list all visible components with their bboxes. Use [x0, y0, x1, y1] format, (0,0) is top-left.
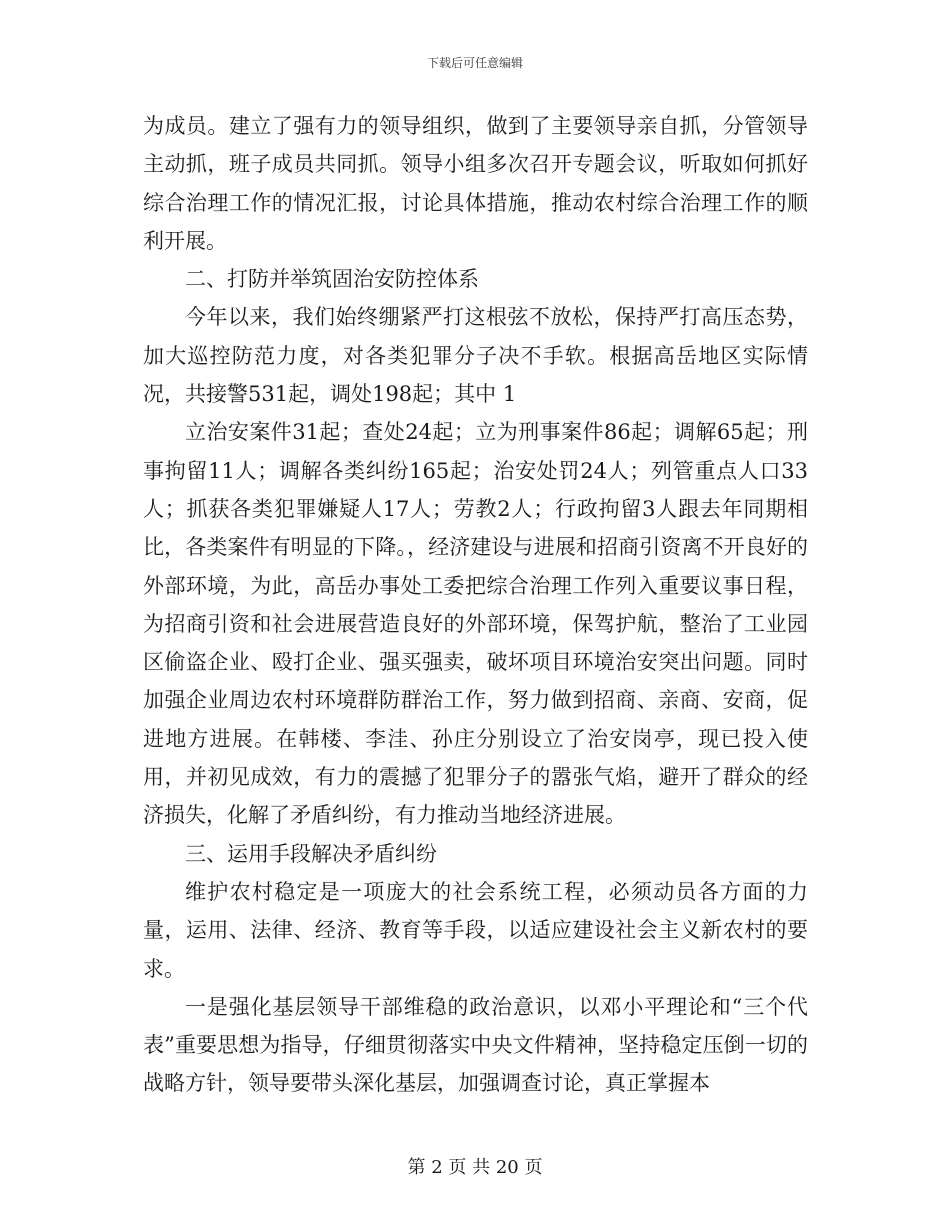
paragraph: 今年以来，我们始终绷紧严打这根弦不放松，保持严打高压态势，加大巡控防范力度，对各类犯罪分子决不手软。根据高岳地区实际情况，共接警531起，调处198起；其中 1	[143, 305, 808, 407]
paragraph: 一是强化基层领导干部维稳的政治意识，以邓小平理论和“三个代表”重要思想为指导，仔细贯彻落实中央文件精神，坚持稳定压倒一切的战略方针，领导要带头深化基层，加强调查讨论，真正掌握本	[143, 994, 808, 1096]
page-header-note: 下载后可任意编辑	[426, 56, 523, 70]
paragraph-continuation: 为成员。建立了强有力的领导组织，做到了主要领导亲自抓，分管领导主动抓，班子成员共同抓。领导小组多次召开专题会议，听取如何抓好综合治理工作的情况汇报，讨论具体措施，推动农村综合治理工作的顺利开展。	[143, 114, 808, 253]
document-body	[143, 107, 808, 1103]
section-heading-3: 三、运用手段解决矛盾纠纷	[185, 841, 437, 866]
section-heading-2: 二、打防并举筑固治安防控体系	[185, 267, 479, 292]
page-number: 第 2 页 共 20 页	[407, 1157, 543, 1178]
paragraph: 立治安案件31起；查处24起；立为刑事案件86起；调解65起；刑事拘留11人；调解各类纠纷165起；治安处罚24人；列管重点人口33人；抓获各类犯罪嫌疑人17人；劳教2人；行政拘留3人跟去年同期相比，各类案件有明显的下降。，经济建设与进展和招商引资离不开良好的外部环境，为此，高岳办事处工委把综合治理工作列入重要议事日程，为招商引资和社会进展营造良好的外部环境，保驾护航，整治了工业园区偷盗企业、殴打企业、强买强卖，破坏项目环境治安突出问题。同时加强企业周边农村环境群防群治工作，努力做到招商、亲商、安商，促进地方进展。在韩楼、李洼、孙庄分别设立了治安岗亭，现已投入使用，并初见成效，有力的震撼了犯罪分子的嚣张气焰，避开了群众的经济损失，化解了矛盾纠纷，有力推动当地经济进展。	[143, 420, 808, 828]
paragraph: 维护农村稳定是一项庞大的社会系统工程，必须动员各方面的力量，运用、法律、经济、教育等手段，以适应建设社会主义新农村的要求。	[143, 879, 808, 981]
